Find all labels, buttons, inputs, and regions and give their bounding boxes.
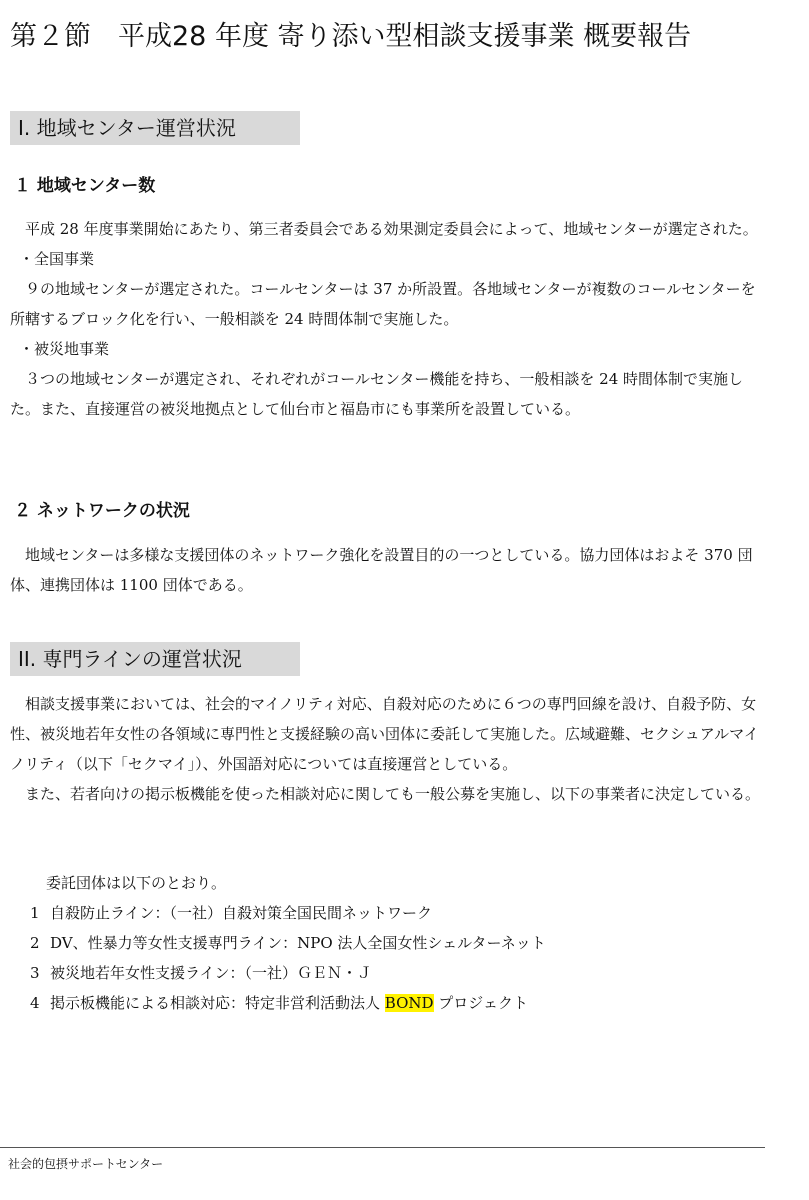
list-item (10, 928, 768, 958)
list-item (10, 898, 768, 928)
list-item-text: 被災地若年女性支援ライン：（一社）ＧＥＮ・Ｊ (50, 964, 373, 982)
paragraph-intro: 平成 28 年度事業開始にあたり、第三者委員会である効果測定委員会によって、地域センターが選定された。 (25, 220, 758, 238)
paragraph-bulletin-board: また、若者向けの掲示板機能を使った相談対応に関しても一般公募を実施し、以下の事業者に決定している。 (25, 785, 761, 803)
paragraph-national: ９の地域センターが選定された。コールセンターは 37 か所設置。各地域センターが複数のコールセンターを所轄するブロック化を行い、一般相談を 24 時間体制で実施した。 (10, 280, 756, 328)
paragraph-network: 地域センターは多様な支援団体のネットワーク強化を設置目的の一つとしている。協力団体はおよそ 370 団体、連携団体は 1100 団体である。 (10, 546, 753, 594)
list-item-number: 2 (30, 934, 40, 952)
section-body-center-count (10, 214, 768, 424)
list-item-text: 掲示板機能による相談対応：特定非営利活動法人 (50, 994, 385, 1012)
paragraph-specialized-lines: 相談支援事業においては、社会的マイノリティ対応、自殺対応のために６つの専門回線を設け、自殺予防、女性、被災地若年女性の各領域に専門性と支援経験の高い団体に委託して実施した。広域避難、セクシュアルマイノリティ（以下「セクマイ」）、外国語対応については直接運営としている。 (10, 695, 759, 773)
chapter-heading-2: II. 専門ラインの運営状況 (10, 642, 300, 676)
list-item-number: 3 (30, 964, 40, 982)
list-item-number: 1 (30, 904, 40, 922)
footer-divider (0, 1147, 765, 1148)
highlighted-text: BOND (384, 994, 434, 1012)
paragraph-disaster: ３つの地域センターが選定され、それぞれがコールセンター機能を持ち、一般相談を 24 時間体制で実施した。また、直接運営の被災地拠点として仙台市と福島市にも事業所を設置している。 (10, 370, 744, 418)
list-item (10, 988, 768, 1018)
chapter-heading-1: I. 地域センター運営状況 (10, 111, 300, 145)
list-item-text: 自殺防止ライン：（一社）自殺対策全国民間ネットワーク (50, 904, 433, 922)
footer-organization: 社会的包摂サポートセンター (8, 1157, 164, 1171)
list-item-text: DV、性暴力等女性支援専門ライン：NPO 法人全国女性シェルターネット (50, 934, 546, 952)
chapter2-body (10, 689, 768, 809)
list-item (10, 958, 768, 988)
page-title: 第２節 平成28 年度 寄り添い型相談支援事業 概要報告 (10, 21, 692, 52)
section-body-network (10, 540, 768, 600)
list-item-number: 4 (30, 994, 40, 1012)
list-intro: 委託団体は以下のとおり。 (46, 874, 227, 892)
section-heading-network: ２ ネットワークの状況 (14, 501, 190, 521)
list-item-suffix: プロジェクト (433, 994, 528, 1012)
bullet-disaster: ・ 被災地事業 (10, 334, 768, 364)
contractor-list (10, 868, 768, 1018)
section-heading-center-count: １ 地域センター数 (14, 176, 156, 196)
bullet-national: ・ 全国事業 (10, 244, 768, 274)
